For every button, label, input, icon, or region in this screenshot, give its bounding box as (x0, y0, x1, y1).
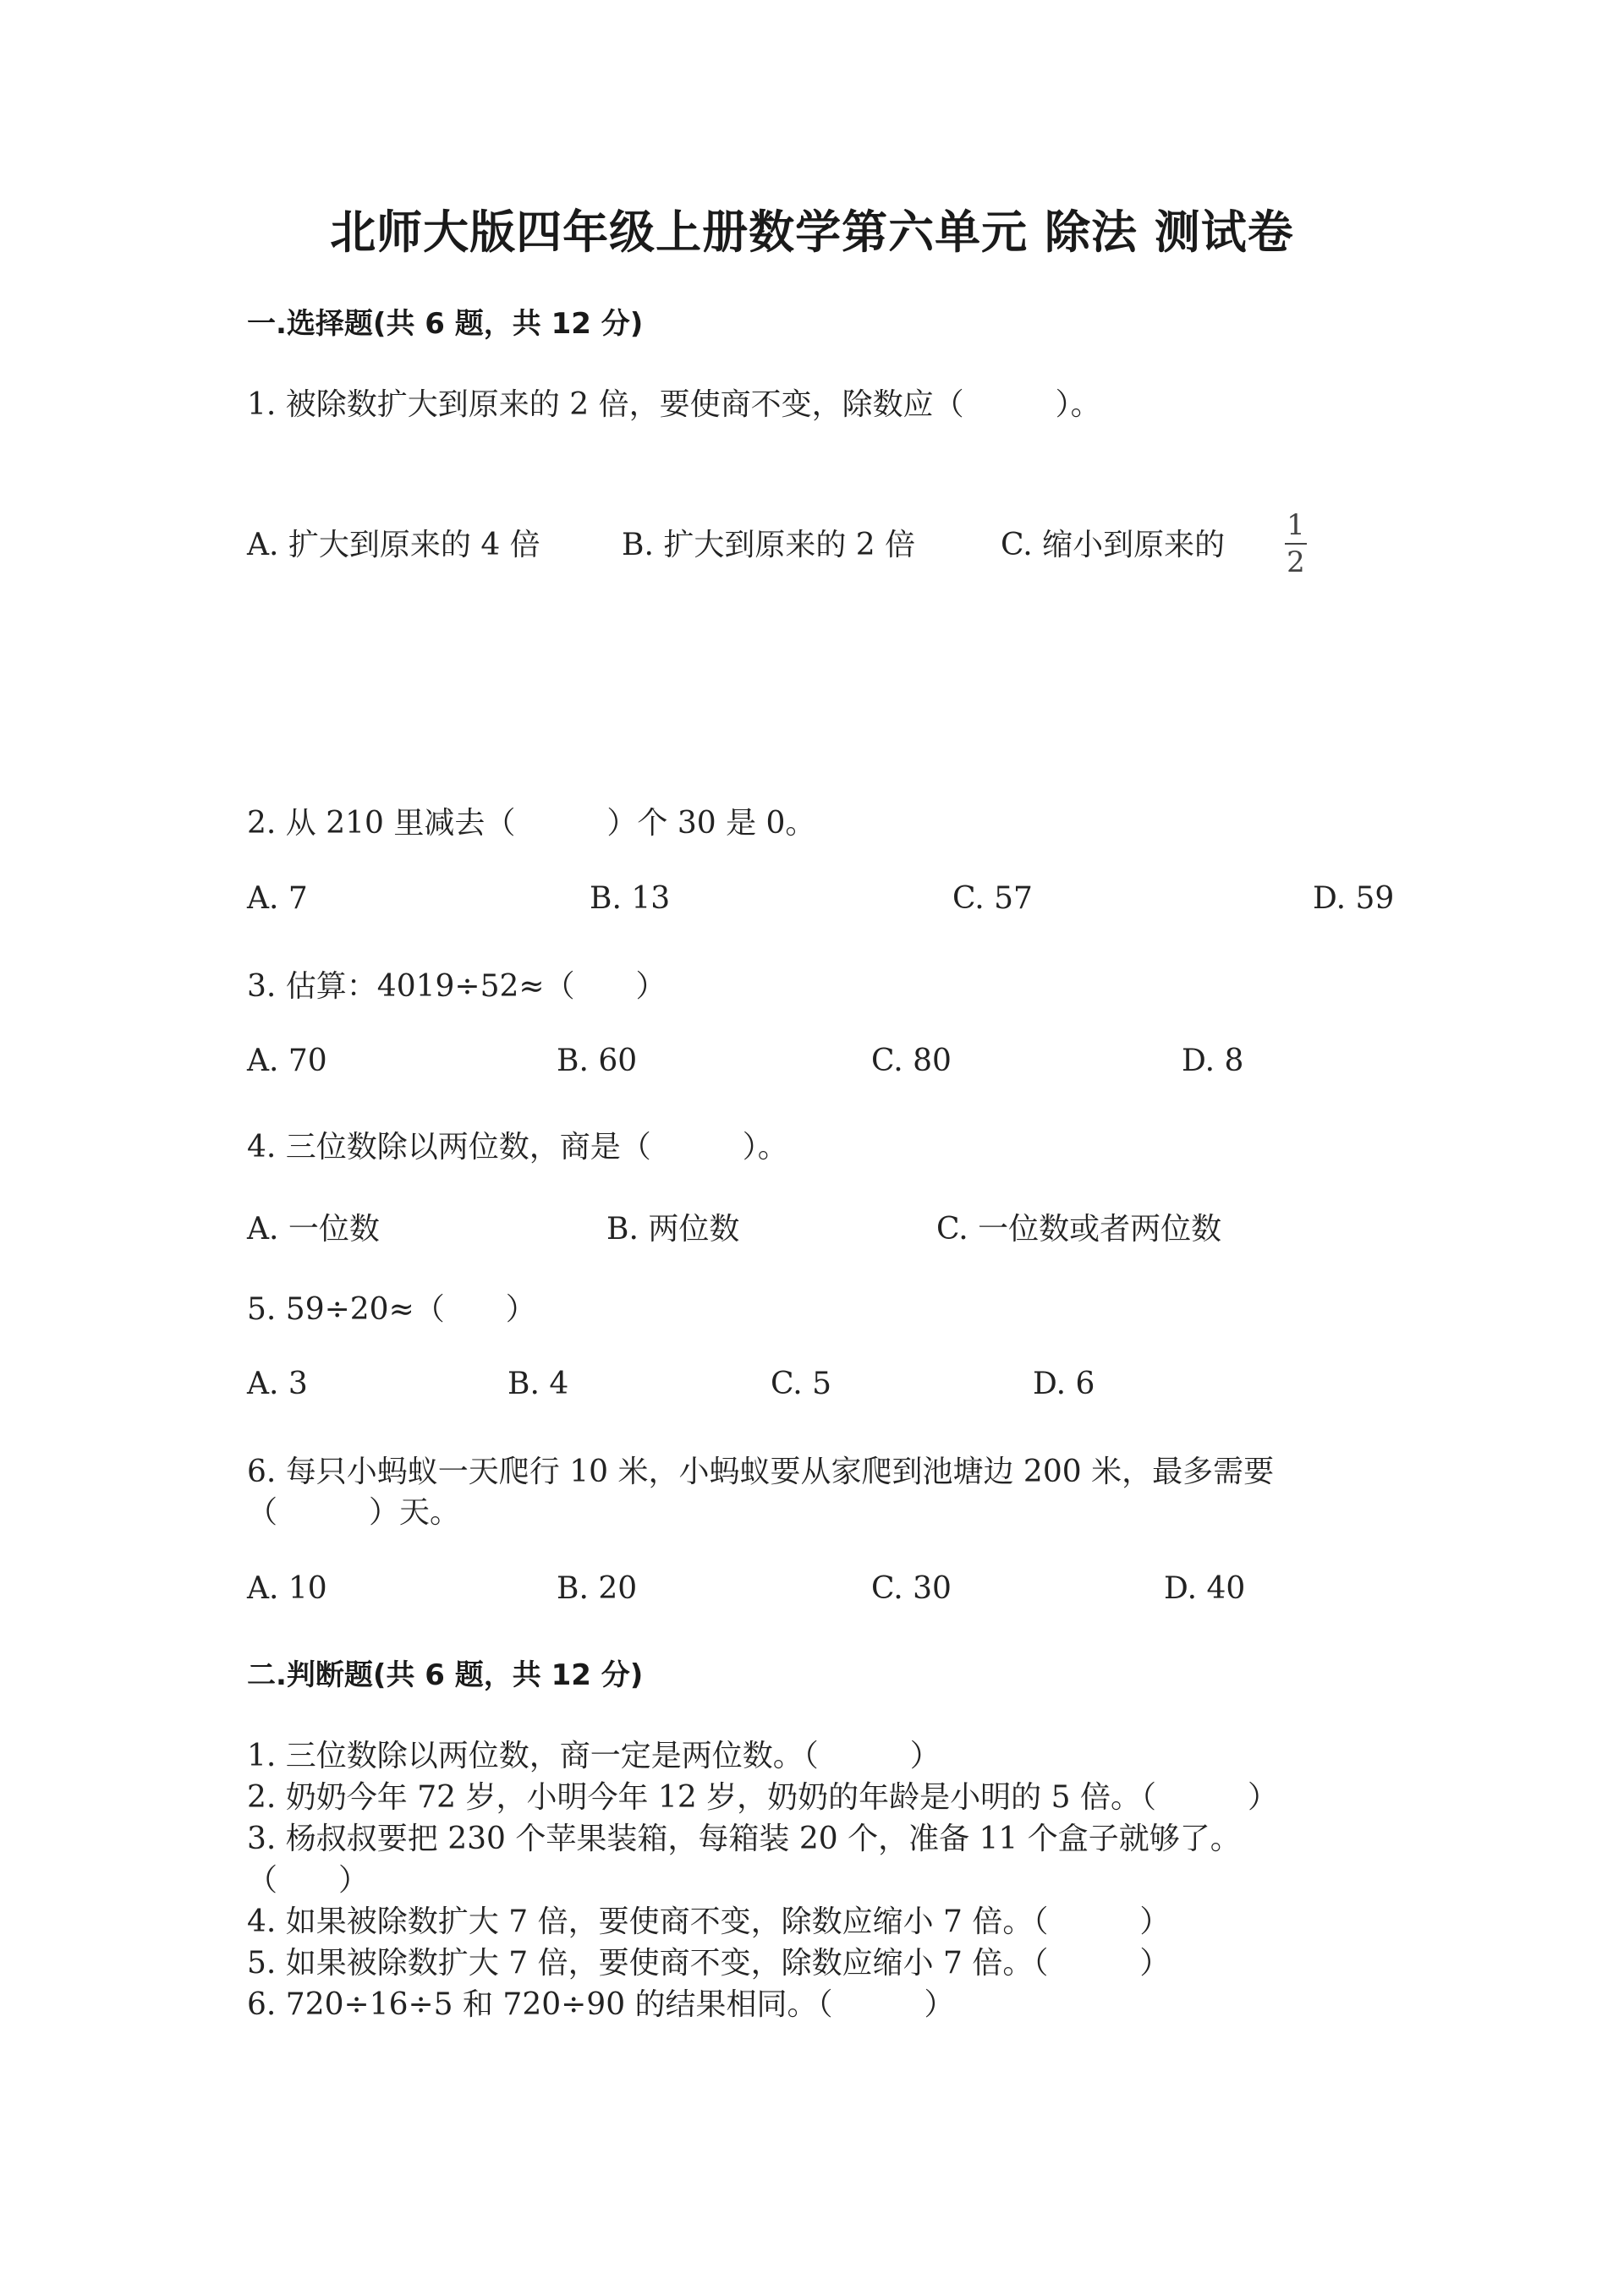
q3-option-d: D. 8 (1182, 1044, 1244, 1078)
question-1: 1. 被除数扩大到原来的 2 倍，要使商不变，除数应（ ）。 (247, 387, 1101, 422)
fraction-denominator: 2 (1287, 545, 1305, 579)
q1-option-c: C. 缩小到原来的 (1001, 528, 1226, 562)
q2-option-b: B. 13 (590, 881, 671, 916)
q3-option-c: C. 80 (871, 1044, 952, 1078)
q6-option-a: A. 10 (247, 1571, 327, 1606)
q3-option-b: B. 60 (557, 1044, 638, 1078)
q6-option-b: B. 20 (557, 1571, 638, 1606)
q5-option-b: B. 4 (508, 1367, 569, 1401)
q5-option-d: D. 6 (1033, 1367, 1095, 1401)
q5-option-c: C. 5 (771, 1367, 832, 1401)
fraction-numerator: 1 (1287, 508, 1305, 542)
fraction-bar (1285, 543, 1307, 545)
q1-option-a: A. 扩大到原来的 4 倍 (247, 528, 540, 562)
question-6-line-2: （ ）天。 (247, 1495, 461, 1530)
judge-item-5: 5. 如果被除数扩大 7 倍，要使商不变，除数应缩小 7 倍。（ ） (247, 1946, 1171, 1981)
q3-option-a: A. 70 (247, 1044, 327, 1078)
q1-option-b: B. 扩大到原来的 2 倍 (622, 528, 916, 562)
judge-item-2: 2. 奶奶今年 72 岁，小明今年 12 岁，奶奶的年龄是小明的 5 倍。（ ） (247, 1780, 1278, 1815)
q2-option-a: A. 7 (247, 881, 308, 916)
judge-item-3: 3. 杨叔叔要把 230 个苹果装箱，每箱装 20 个，准备 11 个盒子就够了。 (247, 1822, 1241, 1856)
question-2: 2. 从 210 里减去（ ）个 30 是 0。 (247, 806, 816, 841)
question-6-line-1: 6. 每只小蚂蚁一天爬行 10 米，小蚂蚁要从家爬到池塘边 200 米，最多需要 (247, 1455, 1275, 1489)
q2-option-c: C. 57 (952, 881, 1033, 916)
q6-option-c: C. 30 (871, 1571, 952, 1606)
question-4: 4. 三位数除以两位数，商是（ ）。 (247, 1130, 788, 1164)
judge-item-3-continued: （ ） (247, 1863, 370, 1898)
page-title: 北师大版四年级上册数学第六单元 除法 测试卷 (330, 205, 1294, 259)
q4-option-b: B. 两位数 (606, 1212, 740, 1247)
section-heading-choice: 一.选择题(共 6 题，共 12 分) (247, 307, 644, 341)
q4-option-a: A. 一位数 (247, 1212, 380, 1247)
q4-option-c: C. 一位数或者两位数 (936, 1212, 1222, 1247)
q6-option-d: D. 40 (1164, 1571, 1246, 1606)
judge-item-4: 4. 如果被除数扩大 7 倍，要使商不变，除数应缩小 7 倍。（ ） (247, 1904, 1171, 1939)
q1-fraction (1279, 509, 1313, 578)
q5-option-a: A. 3 (247, 1367, 308, 1401)
question-5: 5. 59÷20≈（ ） (247, 1292, 536, 1327)
judge-item-1: 1. 三位数除以两位数，商一定是两位数。（ ） (247, 1739, 941, 1773)
judge-item-6: 6. 720÷16÷5 和 720÷90 的结果相同。（ ） (247, 1987, 955, 2022)
section-heading-judgement: 二.判断题(共 6 题，共 12 分) (247, 1658, 644, 1692)
q2-option-d: D. 59 (1313, 881, 1395, 916)
question-3: 3. 估算：4019÷52≈（ ） (247, 969, 667, 1004)
